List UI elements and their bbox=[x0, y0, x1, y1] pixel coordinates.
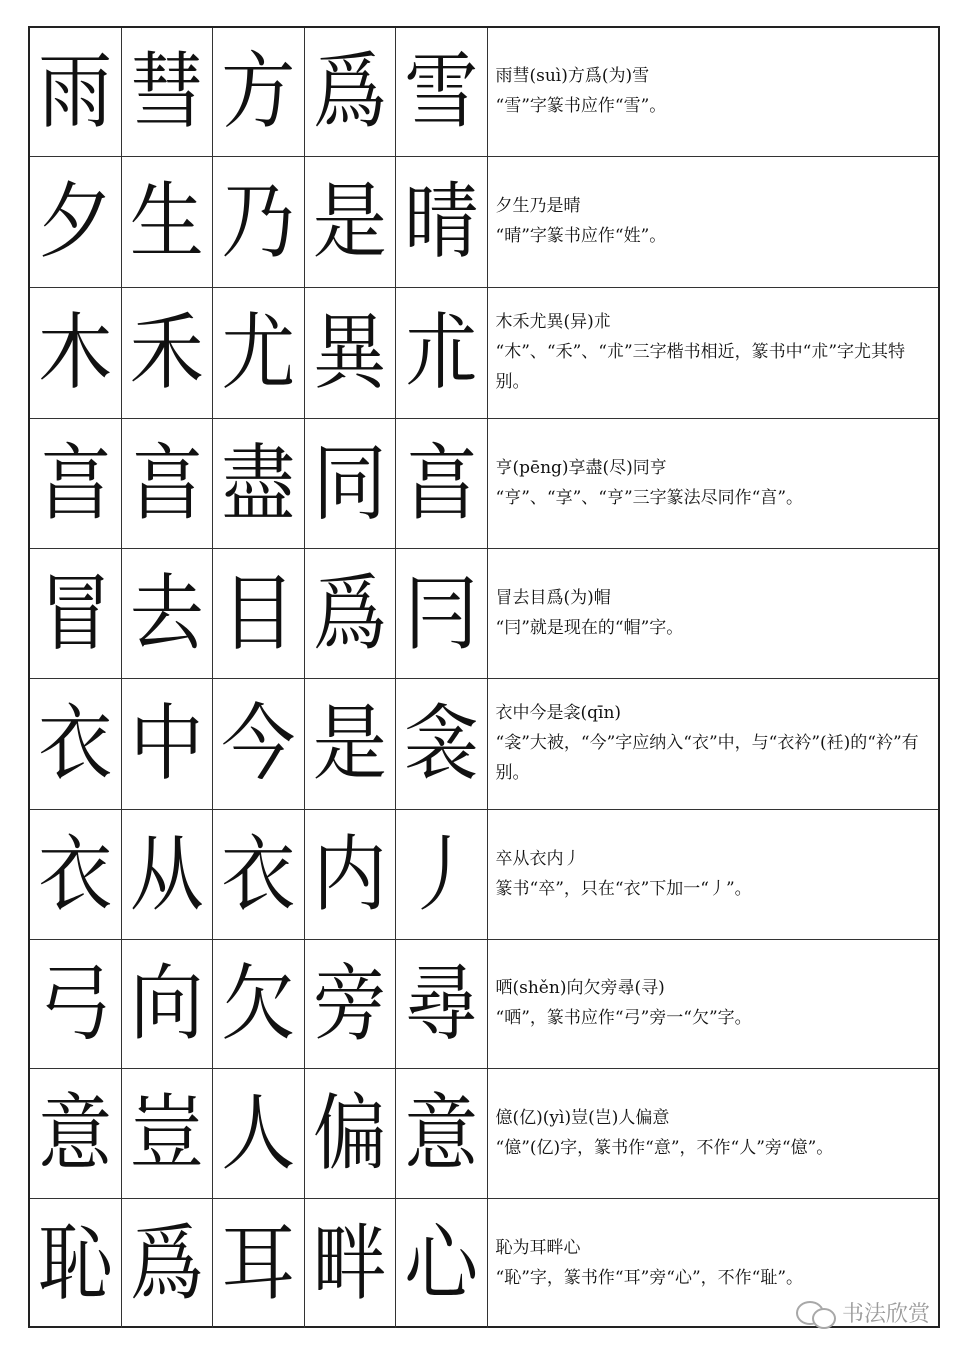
seal-glyph: 雪 bbox=[404, 43, 479, 141]
seal-glyph: 同 bbox=[312, 435, 387, 532]
seal-glyph: 生 bbox=[129, 173, 204, 271]
explanation-text: “哂”，篆书应作“弓”旁一“欠”字。 bbox=[495, 1008, 752, 1028]
explanation-text: “雪”字篆书应作“雪”。 bbox=[495, 96, 667, 116]
seal-glyph: 意 bbox=[38, 1085, 113, 1182]
glyph-cell bbox=[396, 1069, 488, 1198]
glyph-cell bbox=[30, 810, 122, 939]
glyph-cell bbox=[305, 810, 397, 939]
watermark-text: 书法欣赏 bbox=[841, 1302, 930, 1327]
seal-glyph: 内 bbox=[312, 826, 387, 923]
verse-line: 亨(pēng)享盡(尽)同亨 bbox=[495, 457, 667, 478]
seal-glyph: 弓 bbox=[38, 955, 113, 1053]
glyph-cell bbox=[213, 1199, 305, 1328]
table-row bbox=[30, 288, 938, 419]
seal-glyph: 雨 bbox=[38, 43, 113, 141]
seal-glyph: 乃 bbox=[221, 173, 296, 271]
seal-glyph: 欠 bbox=[221, 955, 296, 1053]
table-row bbox=[30, 28, 938, 157]
explanation-text: “木”、“禾”、“朮”三字楷书相近，篆书中“朮”字尤其特别。 bbox=[495, 342, 906, 392]
glyph-cell bbox=[30, 679, 122, 809]
explanation-text: “冃”就是现在的“帽”字。 bbox=[495, 617, 684, 638]
explanation-text: “亨”、“享”、“亨”三字篆法尽同作“亯”。 bbox=[495, 487, 804, 508]
verse-line: 恥为耳畔心 bbox=[495, 1237, 581, 1258]
table-row bbox=[30, 419, 938, 549]
seal-glyph: 晴 bbox=[404, 173, 479, 271]
glyph-cell bbox=[122, 1199, 214, 1328]
explanation-cell bbox=[488, 288, 939, 418]
explanation-text: “億”(亿)字，篆书作“意”，不作“人”旁“億”。 bbox=[495, 1137, 834, 1158]
glyph-cell bbox=[396, 288, 488, 418]
glyph-cell bbox=[305, 1069, 397, 1198]
verse-line: 木禾尤異(异)朮 bbox=[495, 312, 611, 333]
seal-glyph: 去 bbox=[129, 565, 204, 662]
glyph-cell bbox=[213, 679, 305, 809]
seal-glyph: 衾 bbox=[404, 695, 479, 793]
glyph-cell bbox=[30, 1199, 122, 1328]
glyph-cell bbox=[122, 1069, 214, 1198]
seal-glyph: 丿 bbox=[404, 826, 479, 923]
glyph-cell bbox=[122, 28, 214, 156]
seal-glyph: 爲 bbox=[312, 43, 387, 141]
explanation-cell bbox=[488, 549, 939, 678]
glyph-cell bbox=[213, 549, 305, 678]
seal-glyph: 夕 bbox=[38, 173, 113, 271]
explanation-cell bbox=[488, 940, 939, 1068]
chat-bubbles-icon bbox=[796, 1299, 836, 1327]
seal-glyph: 意 bbox=[404, 1085, 479, 1182]
glyph-cell bbox=[396, 810, 488, 939]
glyph-cell bbox=[213, 288, 305, 418]
glyph-cell bbox=[213, 1069, 305, 1198]
seal-glyph: 冃 bbox=[404, 565, 479, 662]
seal-glyph: 盡 bbox=[221, 435, 296, 532]
glyph-cell bbox=[305, 157, 397, 287]
seal-glyph: 爲 bbox=[312, 565, 387, 662]
seal-glyph: 人 bbox=[221, 1085, 296, 1182]
seal-glyph: 亯 bbox=[38, 435, 113, 532]
glyph-cell bbox=[122, 549, 214, 678]
verse-line: 夕生乃是晴 bbox=[495, 196, 581, 217]
glyph-cell bbox=[122, 288, 214, 418]
seal-glyph: 衣 bbox=[38, 826, 113, 923]
glyph-cell bbox=[122, 810, 214, 939]
table-row bbox=[30, 1069, 938, 1199]
seal-glyph: 衣 bbox=[38, 695, 113, 793]
seal-glyph: 旁 bbox=[312, 955, 387, 1053]
glyph-cell bbox=[122, 419, 214, 548]
explanation-text: “衾”大被，“今”字应纳入“衣”中，与“衣衿”(衽)的“衿”有别。 bbox=[495, 733, 919, 783]
verse-line: 衣中今是衾(qīn) bbox=[495, 703, 622, 724]
seal-glyph: 是 bbox=[312, 695, 387, 793]
seal-glyph: 豈 bbox=[129, 1085, 204, 1182]
explanation-cell bbox=[488, 157, 939, 287]
glyph-cell bbox=[396, 940, 488, 1068]
glyph-cell bbox=[213, 157, 305, 287]
explanation-text: 篆书“卒”，只在“衣”下加一“丿”。 bbox=[495, 878, 752, 899]
seal-glyph: 今 bbox=[221, 695, 296, 793]
seal-glyph: 爲 bbox=[129, 1215, 204, 1312]
explanation-cell bbox=[488, 679, 939, 809]
seal-glyph: 心 bbox=[404, 1215, 479, 1312]
glyph-cell bbox=[122, 157, 214, 287]
seal-glyph: 偏 bbox=[312, 1085, 387, 1182]
seal-glyph: 中 bbox=[129, 695, 204, 793]
glyph-cell bbox=[213, 419, 305, 548]
seal-glyph: 朮 bbox=[404, 304, 479, 402]
glyph-cell bbox=[122, 940, 214, 1068]
explanation-cell bbox=[488, 28, 939, 156]
seal-glyph: 亯 bbox=[404, 435, 479, 532]
glyph-cell bbox=[305, 1199, 397, 1328]
glyph-cell bbox=[305, 419, 397, 548]
glyph-cell bbox=[396, 28, 488, 156]
glyph-cell bbox=[30, 549, 122, 678]
explanation-cell bbox=[488, 1069, 939, 1198]
glyph-cell bbox=[305, 940, 397, 1068]
glyph-cell bbox=[396, 157, 488, 287]
seal-glyph: 亯 bbox=[129, 435, 204, 532]
glyph-cell bbox=[213, 28, 305, 156]
glyph-cell bbox=[213, 810, 305, 939]
glyph-cell bbox=[396, 549, 488, 678]
explanation-text: “恥”字，篆书作“耳”旁“心”，不作“耻”。 bbox=[495, 1267, 804, 1288]
glyph-cell bbox=[305, 549, 397, 678]
seal-glyph: 禾 bbox=[129, 304, 204, 402]
table-row bbox=[30, 549, 938, 679]
glyph-cell bbox=[122, 679, 214, 809]
verse-line: 雨彗(suì)方爲(为)雪 bbox=[495, 66, 650, 87]
seal-glyph: 彗 bbox=[129, 43, 204, 141]
seal-glyph: 木 bbox=[38, 304, 113, 402]
table-row bbox=[30, 679, 938, 810]
table-row bbox=[30, 940, 938, 1069]
seal-glyph: 恥 bbox=[38, 1215, 113, 1312]
glyph-cell bbox=[396, 679, 488, 809]
glyph-cell bbox=[30, 940, 122, 1068]
explanation-text: “晴”字篆书应作“姓”。 bbox=[495, 226, 667, 246]
glyph-cell bbox=[396, 1199, 488, 1328]
seal-glyph: 冒 bbox=[38, 565, 113, 662]
glyph-cell bbox=[30, 419, 122, 548]
glyph-cell bbox=[30, 28, 122, 156]
watermark bbox=[796, 1297, 930, 1328]
seal-glyph: 方 bbox=[221, 43, 296, 141]
table-row bbox=[30, 810, 938, 940]
verse-line: 哂(shěn)向欠旁尋(寻) bbox=[495, 978, 665, 999]
explanation-cell bbox=[488, 419, 939, 548]
character-table bbox=[28, 26, 940, 1328]
verse-line: 冒去目爲(为)帽 bbox=[495, 587, 611, 608]
seal-glyph: 尋 bbox=[404, 955, 479, 1053]
table-row bbox=[30, 157, 938, 288]
seal-glyph: 从 bbox=[129, 826, 204, 923]
glyph-cell bbox=[213, 940, 305, 1068]
seal-glyph: 目 bbox=[221, 565, 296, 662]
glyph-cell bbox=[305, 28, 397, 156]
glyph-cell bbox=[305, 679, 397, 809]
seal-glyph: 衣 bbox=[221, 826, 296, 923]
glyph-cell bbox=[30, 288, 122, 418]
seal-glyph: 畔 bbox=[312, 1215, 387, 1312]
seal-glyph: 是 bbox=[312, 173, 387, 271]
seal-glyph: 異 bbox=[312, 304, 387, 402]
explanation-cell bbox=[488, 810, 939, 939]
verse-line: 卒从衣内丿 bbox=[495, 848, 581, 869]
glyph-cell bbox=[30, 1069, 122, 1198]
seal-glyph: 尤 bbox=[221, 304, 296, 402]
glyph-cell bbox=[396, 419, 488, 548]
seal-glyph: 耳 bbox=[221, 1215, 296, 1312]
seal-glyph: 向 bbox=[129, 955, 204, 1053]
glyph-cell bbox=[305, 288, 397, 418]
verse-line: 億(亿)(yì)豈(岂)人偏意 bbox=[495, 1107, 670, 1128]
glyph-cell bbox=[30, 157, 122, 287]
